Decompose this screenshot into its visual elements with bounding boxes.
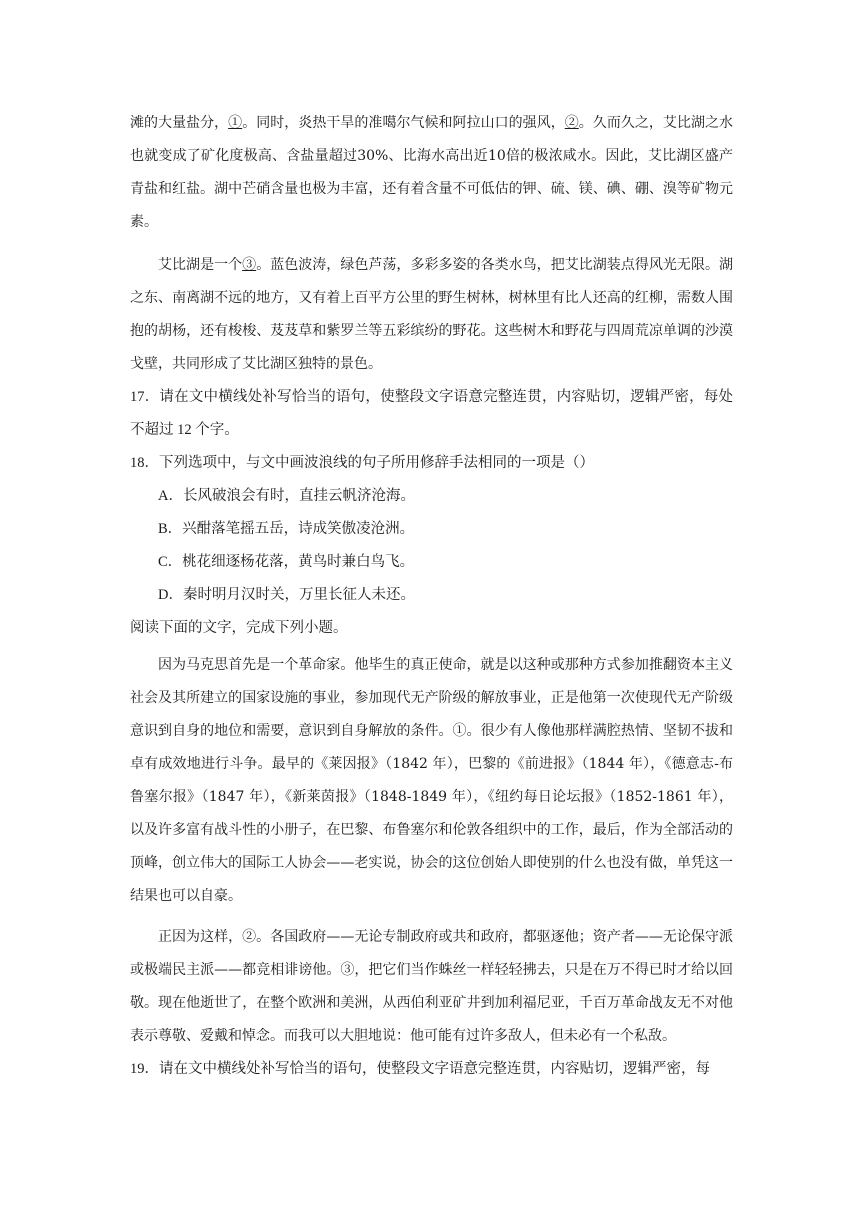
passage1-text-b: 。同时，炎热干旱的准噶尔气候和阿拉山口的强风， (242, 115, 565, 131)
passage1-paragraph1 (130, 107, 733, 239)
passage1-text-d: 艾比湖是一个 (158, 257, 243, 273)
question-18-option-b: B．兴酣落笔摇五岳，诗成笑傲凌沧洲。 (158, 521, 415, 537)
passage2-paragraph2: 正因为这样，②。各国政府——无论专制政府或共和政府，都驱逐他；资产者——无论保守派或极端民主派——都竞相诽谤他。③，把它们当作蛛丝一样轻轻拂去，只是在万不得已时才给以回敬。现在他逝世了，在整个欧洲和美洲，从西伯利亚矿井到加利福尼亚，千百万革命战友无不对他表示尊敬、爱戴和悼念。而我可以大胆地说：他可能有过许多敌人，但未必有一个私敌。 (130, 929, 733, 1044)
question-17: 17．请在文中横线处补写恰当的语句，使整段文字语意完整连贯，内容贴切，逻辑严密，每处不超过 12 个字。 (130, 389, 733, 438)
passage1-text-a: 滩的大量盐分， (130, 115, 229, 131)
blank-marker-2: ② (564, 115, 579, 131)
passage1-paragraph2 (130, 249, 733, 381)
reading-instruction: 阅读下面的文字，完成下列小题。 (130, 620, 348, 636)
passage1-text-e: 。蓝色波涛，绿色芦荡，多彩多姿的各类水鸟，把艾比湖装点得风光无限。湖之东、南离湖不远的地方，又有着上百平方公里的野生树林，树林里有比人还高的红柳，需数人围抱的胡杨，还有梭梭、芨芨草和紫罗兰等五彩缤纷的野花。这些树木和野花与四周荒凉单调的沙漠戈壁，共同形成了艾比湖区独特的景色。 (130, 257, 734, 372)
document-page (130, 107, 733, 1086)
question-18-option-c: C．桃花细逐杨花落，黄鸟时兼白鸟飞。 (158, 554, 415, 570)
question-18: 18．下列选项中，与文中画波浪线的句子所用修辞手法相同的一项是（） (130, 455, 594, 471)
question-18-option-a: A．长风破浪会有时，直挂云帆济沧海。 (158, 488, 415, 504)
passage2-paragraph1: 因为马克思首先是一个革命家。他毕生的真正使命，就是以这种或那种方式参加推翻资本主义社会及其所建立的国家设施的事业，参加现代无产阶级的解放事业，正是他第一次使现代无产阶级意识到自身的地位和需要，意识到自身解放的条件。①。很少有人像他那样满腔热情、坚韧不拔和卓有成效地进行斗争。最早的《莱因报》（1842 年），巴黎的《前进报》（1844 年），《德意志-布鲁塞尔报》（1847 年），《新莱茵报》（1848-1849 年），《纽约每日论坛报》（1852-1861 年），以及许多富有战斗性的小册子，在巴黎、布鲁塞尔和伦敦各组织中的工作，最后，作为全部活动的顶峰，创立伟大的国际工人协会——老实说，协会的这位创始人即使别的什么也没有做，单凭这一结果也可以自豪。 (130, 657, 733, 904)
question-18-option-d: D．秦时明月汉时关，万里长征人未还。 (158, 587, 415, 603)
blank-marker-1: ① (228, 115, 243, 131)
question-19: 19．请在文中横线处补写恰当的语句，使整段文字语意完整连贯，内容贴切，逻辑严密，每 (130, 1061, 710, 1077)
passage1-text-c: 。久而久之，艾比湖之水也就变成了矿化度极高、含盐量超过30%、比海水高出近10倍的极浓咸水。因此，艾比湖区盛产青盐和红盐。湖中芒硝含量也极为丰富，还有着含量不可低估的钾、硫、镁、碘、硼、溴等矿物元素。 (130, 115, 734, 230)
blank-marker-3: ③ (242, 257, 257, 273)
